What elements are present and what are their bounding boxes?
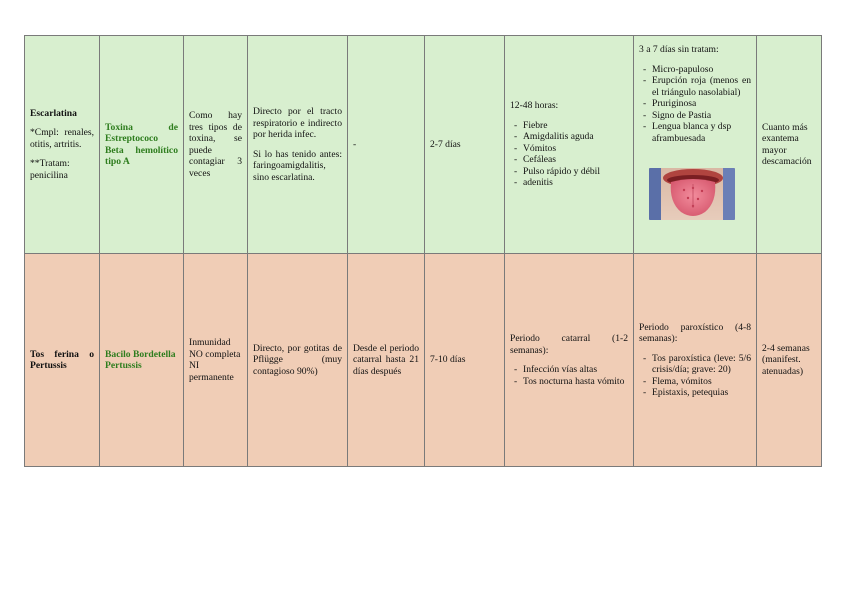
disease-table xyxy=(24,35,822,467)
incubation-cell: 2-7 días xyxy=(425,36,505,254)
list-item: - adenitis xyxy=(523,177,628,189)
contagion-cell: - xyxy=(348,36,425,254)
prodromal-cell xyxy=(505,36,634,254)
list-item: - Cefáleas xyxy=(523,154,628,166)
table-row xyxy=(25,36,822,254)
disease-name: Escarlatina xyxy=(30,107,77,119)
list-item: - Epistaxis, petequias xyxy=(652,387,751,399)
immunity-cell: Inmunidad NO completa NI permanente xyxy=(184,254,248,467)
immunity-cell: Como hay tres tipos de toxina, se puede contagiar 3 veces xyxy=(184,36,248,254)
list-item: - Pulso rápido y débil xyxy=(523,166,628,178)
agent-cell: Toxina de Estreptococo Beta hemolítico tipo A xyxy=(100,36,184,254)
transmission-text: Si lo has tenido antes: faringoamigdalitis, sino escarlatina. xyxy=(253,148,342,183)
list-item: - Vómitos xyxy=(523,143,628,155)
transmission-text: Directo por el tracto respiratorio e indirecto por herida infec. xyxy=(253,106,342,140)
period-cell xyxy=(634,36,757,254)
disease-note: *Cmpl: renales, otitis, artritis. xyxy=(30,127,94,150)
prodromal-list xyxy=(510,120,628,189)
disease-name: Tos ferina o Pertussis xyxy=(30,348,94,371)
list-item: - Lengua blanca y dsp aframbuesada xyxy=(652,121,751,144)
list-item: - Amigdalitis aguda xyxy=(523,131,628,143)
table-row xyxy=(25,254,822,467)
prodromal-cell xyxy=(505,254,634,467)
period-list xyxy=(639,64,751,145)
list-item: - Tos nocturna hasta vómito xyxy=(523,376,628,388)
end-cell: Cuanto más exantema mayor descamación xyxy=(757,36,822,254)
prodromal-lead: 12-48 horas: xyxy=(510,100,559,112)
transmission-cell xyxy=(248,36,348,254)
transmission-cell xyxy=(248,254,348,467)
list-item: - Flema, vómitos xyxy=(652,376,751,388)
list-item: - Infección vías altas xyxy=(523,364,628,376)
incubation-cell: 7-10 días xyxy=(425,254,505,467)
contagion-cell: Desde el periodo catarral hasta 21 días después xyxy=(348,254,425,467)
disease-cell xyxy=(25,254,100,467)
strawberry-tongue-photo xyxy=(649,168,735,220)
prodromal-list xyxy=(510,364,628,387)
agent-cell: Bacilo Bordetella Pertussis xyxy=(100,254,184,467)
list-item: - Tos paroxística (leve: 5/6 crisis/día; grave: 20) xyxy=(652,353,751,376)
list-item: - Signo de Pastia xyxy=(652,110,751,122)
period-cell xyxy=(634,254,757,467)
disease-note: **Tratam: penicilina xyxy=(30,158,70,181)
period-lead: 3 a 7 días sin tratam: xyxy=(639,44,719,55)
period-lead: Periodo paroxístico (4-8 semanas): xyxy=(639,321,751,344)
list-item: - Pruriginosa xyxy=(652,98,751,110)
list-item: - Erupción roja (menos en el triángulo nasolabial) xyxy=(652,75,751,98)
period-list xyxy=(639,353,751,399)
list-item: - Fiebre xyxy=(523,120,628,132)
disease-cell xyxy=(25,36,100,254)
list-item: - Micro-papuloso xyxy=(652,64,751,76)
end-cell: 2-4 semanas (manifest. atenuadas) xyxy=(757,254,822,467)
prodromal-lead: Periodo catarral (1-2 semanas): xyxy=(510,333,628,356)
transmission-text: Directo, por gotitas de Pflügge (muy contagioso 90%) xyxy=(253,342,342,377)
